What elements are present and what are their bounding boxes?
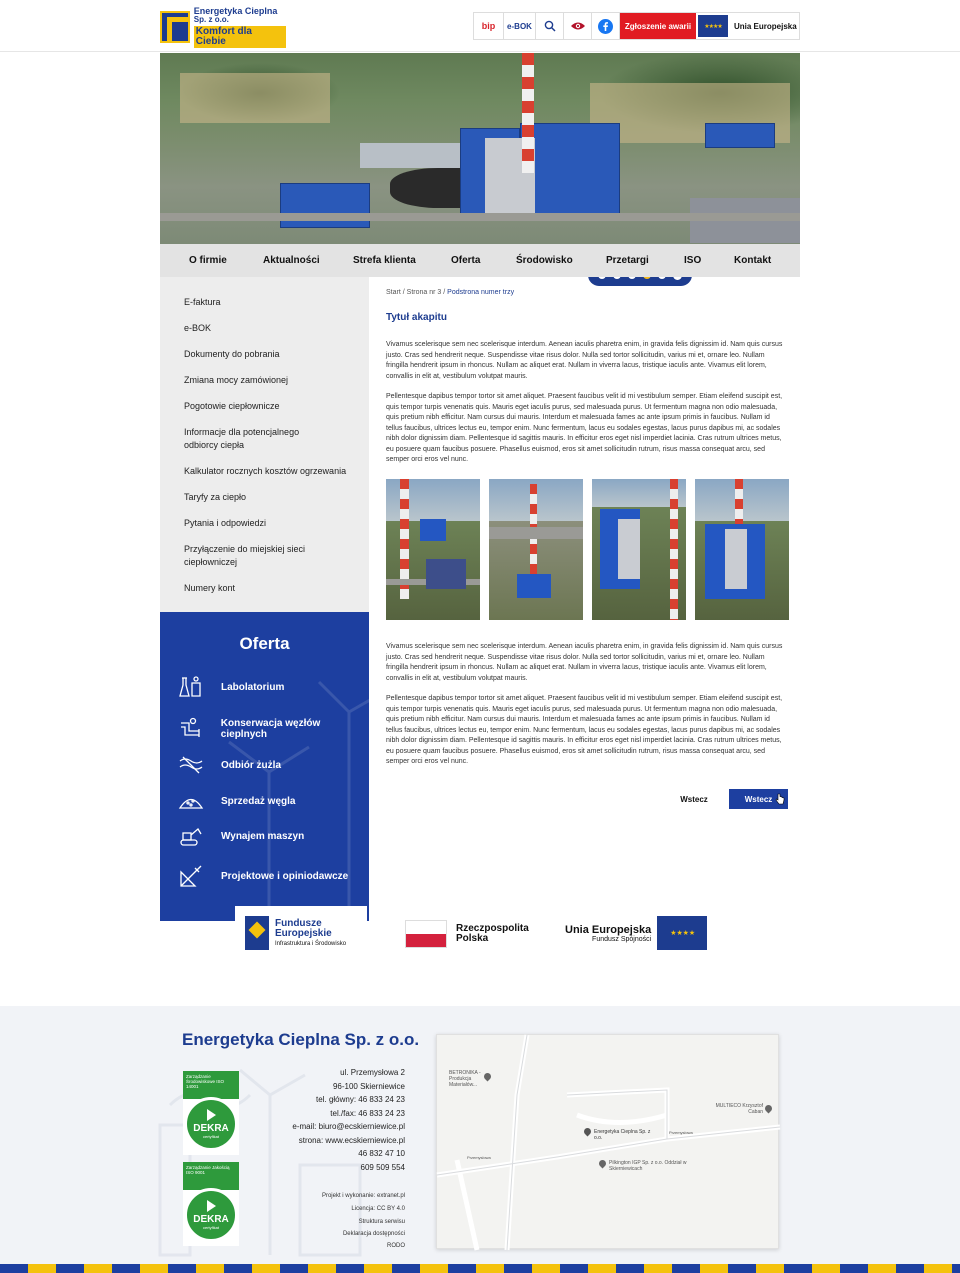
eu-link[interactable] <box>696 13 799 39</box>
offer-item-laboratorium[interactable] <box>178 674 368 700</box>
logo-line2: Sp. z o.o. <box>193 14 229 24</box>
breadcrumb-level2[interactable]: Strona nr 3 <box>406 289 442 296</box>
footer-phone-2[interactable]: 609 509 554 <box>360 1163 405 1172</box>
content-paragraph: Vivamus scelerisque sem nec scelerisque interdum. Aenean iaculis pharetra enim, in gravida felis dignissim id. Nam quis cursus justo. Cras sed hendrerit neque. Suspendisse vitae risus dolor. Nulla sed tortor sollicitudin, varius mi et, ornare leo. Nullam fringilla hendrerit ipsum in rhoncus. Nullam ac aliquet erat. Nullam in viverra lacus, tristique iaculis ante. Vivamus elit lorem, convallis in elit at, vestibulum volutpat mauris. <box>386 341 783 380</box>
content-paragraph: Vivamus scelerisque sem nec scelerisque interdum. Aenean iaculis pharetra enim, in gravida felis dignissim id. Nam quis cursus justo. Cras sed hendrerit neque. Suspendisse vitae risus dolor. Nulla sed tortor sollicitudin, varius mi et, ornare leo. Nullam fringilla hendrerit ipsum in rhoncus. Nullam ac aliquet erat. Nullam in viverra lacus, tristique iaculis ante. Vivamus elit lorem, convallis in elit at, vestibulum volutpat mauris. <box>386 643 783 682</box>
footer-credit[interactable]: Projekt i wykonanie: extranet.pl <box>321 1193 405 1199</box>
footer-email[interactable]: e-mail: biuro@ecskierniewice.pl <box>292 1122 405 1131</box>
offer-item-label: Konserwacja węzłów cieplnych <box>220 718 321 740</box>
sidebar-item-ebok[interactable]: e-BOK <box>184 323 212 333</box>
offer-item-konserwacja[interactable] <box>178 716 368 742</box>
accessibility-button[interactable] <box>564 13 592 39</box>
search-icon <box>544 20 556 32</box>
footer-rodo-link[interactable]: RODO <box>387 1243 405 1249</box>
eu-funding-logos <box>235 906 735 960</box>
bip-link[interactable] <box>474 13 504 39</box>
logo-line1: Energetyka Cieplna <box>193 5 278 16</box>
excavator-icon <box>178 824 204 848</box>
page-title: Tytuł akapitu <box>386 312 447 323</box>
eu-label: Unia Europejska <box>734 21 797 31</box>
unia-europejska-logo <box>565 916 707 950</box>
facebook-icon <box>598 19 613 34</box>
content-paragraph: Pellentesque dapibus tempor tortor sit amet aliquet. Praesent faucibus velit id mi vestibulum semper. Etiam eleifend suscipit est, quis tempor turpis venenatis quis. Mauris eget iaculis purus, sed malesuada purus. Ut fermentum magna non odio malesuada, quis pretium nibh efficitur. Nam cursus dui mauris. Interdum et malesuada fames ac ante ipsum primis in faucibus. Nullam id tellus faucibus, ultrices lectus eu, tempor enim. Nunc fermentum, lacus eu sodales egestas, lacus purus dapibus mi, ac sodales nibh dolor dignissim diam. Pellentesque id sagittis mauris. In efficitur eros eget nisl imperdiet lacinia. Cras rutrum ultrices metus, eu posuere quam faucibus posuere. Phasellus euismod, eros sit amet sollicitudin rutrum, risus massa consequat arcu, sed semper orci eros vel nunc. <box>386 393 783 463</box>
fe-line2: Europejskie <box>275 928 332 939</box>
fe-star-icon <box>245 916 269 950</box>
offer-item-label: Wynajem maszyn <box>221 830 305 842</box>
top-toolbar <box>473 12 800 40</box>
dekra-play-icon <box>207 1200 216 1212</box>
map-label-betronika: BETRONIKA - Produkcja Materiałów... <box>449 1070 481 1088</box>
ebok-label: e-BOK <box>507 21 532 31</box>
footer-accessibility-link[interactable]: Deklaracja dostępności <box>342 1231 405 1237</box>
dekra-logo: DEKRA <box>193 1214 229 1225</box>
gallery-image[interactable] <box>386 479 480 620</box>
dekra-play-icon <box>207 1109 216 1121</box>
footer-website[interactable]: strona: www.ecskierniewice.pl <box>298 1136 405 1145</box>
poland-flag-icon <box>405 920 447 948</box>
offer-item-label: Sprzedaż węgla <box>221 795 296 807</box>
gallery-image[interactable] <box>592 479 686 620</box>
fe-sub: Infrastruktura i Środowisko <box>275 941 347 947</box>
sidebar-item-zmiana-mocy[interactable]: Zmiana mocy zamówionej <box>184 375 289 385</box>
nav-item-strefa-klienta[interactable]: Strefa klienta <box>353 255 416 266</box>
site-header <box>0 0 960 52</box>
fundusze-europejskie-logo <box>235 906 367 960</box>
gallery-image[interactable] <box>489 479 583 620</box>
report-failure-label: Zgłoszenie awarii <box>624 21 692 31</box>
nav-item-o-firmie[interactable]: O firmie <box>189 255 227 266</box>
offer-panel <box>160 612 369 921</box>
map-street-label: Przemysłowa <box>669 1130 693 1135</box>
pipe-icon <box>178 717 204 741</box>
offer-item-wynajem-maszyn[interactable] <box>178 823 368 849</box>
slag-icon <box>178 753 204 777</box>
breadcrumb-current: Podstrona numer trzy <box>447 289 515 296</box>
rp-line2: Polska <box>456 933 489 944</box>
sidebar-item-numery-kont[interactable]: Numery kont <box>184 583 236 593</box>
sidebar-item-pogotowie[interactable]: Pogotowie ciepłownicze <box>184 401 280 411</box>
nav-item-srodowisko[interactable]: Środowisko <box>516 255 573 266</box>
lab-icon <box>178 675 204 699</box>
fe-line1: Fundusze <box>275 918 322 929</box>
footer-stripe <box>0 1264 960 1273</box>
search-button[interactable] <box>536 13 564 39</box>
cert-title: Zarządzanie Środowiskowe ISO 14001 <box>183 1071 239 1099</box>
company-logo[interactable] <box>160 5 286 47</box>
sidebar-item-pytania[interactable]: Pytania i odpowiedzi <box>184 518 267 528</box>
sidebar-menu <box>160 277 369 612</box>
sidebar-item-informacje[interactable]: Informacje dla potencjalnego odbiorcy ciepła <box>184 427 300 450</box>
breadcrumb-separator: / <box>443 289 446 296</box>
offer-item-projektowe[interactable] <box>178 863 368 889</box>
nav-item-kontakt[interactable]: Kontakt <box>734 255 772 266</box>
ebok-link[interactable] <box>504 13 536 39</box>
ue-line2: Fundusz Spójności <box>592 935 652 943</box>
map-label-multieco: MULTIECO Krzysztof Caban <box>715 1103 763 1115</box>
offer-item-sprzedaz-wegla[interactable] <box>178 788 368 814</box>
iso-9001-certificate <box>183 1162 239 1246</box>
ue-line1: Unia Europejska <box>565 923 652 936</box>
map-label-pilkington: Pilkington IGP Sp. z o.o. Oddział w Skierniewicach <box>609 1160 687 1172</box>
sidebar-item-przylaczenie[interactable]: Przyłączenie do miejskiej sieci ciepłowniczej <box>184 544 306 567</box>
footer-address-street: ul. Przemysłowa 2 <box>340 1068 405 1077</box>
nav-item-przetargi[interactable]: Przetargi <box>606 255 649 266</box>
bip-label: bip <box>481 21 496 31</box>
offer-item-label: Labolatorium <box>221 681 285 693</box>
logo-mark-icon <box>160 11 190 43</box>
facebook-link[interactable] <box>592 13 620 39</box>
footer-phone-fax[interactable]: tel./fax: 46 833 24 23 <box>330 1109 405 1118</box>
hero-slider[interactable] <box>160 53 800 244</box>
footer-company-name: Energetyka Cieplna Sp. z o.o. <box>182 1030 420 1049</box>
design-icon <box>178 864 204 888</box>
offer-item-label: Projektowe i opiniodawcze <box>221 870 349 882</box>
eye-icon <box>570 21 586 31</box>
location-map[interactable] <box>436 1034 779 1249</box>
map-label-ec: Energetyka Cieplna Sp. z o.o. <box>594 1129 651 1141</box>
main-navigation <box>160 244 800 277</box>
rp-line1: Rzeczpospolita <box>456 923 529 934</box>
eu-flag-icon: ★ ★ ★ ★ <box>657 916 707 950</box>
cursor-hand-icon <box>775 793 785 805</box>
offer-item-odbior-zuzla[interactable] <box>178 752 368 778</box>
footer-structure-link[interactable]: Struktura serwisu <box>358 1219 405 1225</box>
footer-address-city: 96-100 Skierniewice <box>332 1082 405 1091</box>
sidebar-item-dokumenty[interactable]: Dokumenty do pobrania <box>184 349 280 359</box>
offer-item-label: Odbiór żużla <box>221 759 281 771</box>
cert-title: Zarządzanie Jakością ISO 9001 <box>183 1162 239 1190</box>
nav-item-aktualnosci[interactable]: Aktualności <box>263 255 320 266</box>
logo-tagline: Komfort dla Ciebie <box>194 26 286 48</box>
cert-sub: certyfikat <box>202 1225 219 1230</box>
iso-14001-certificate <box>183 1071 239 1155</box>
content-paragraph: Pellentesque dapibus tempor tortor sit amet aliquet. Praesent faucibus velit id mi vestibulum semper. Etiam eleifend suscipit est, quis tempor turpis venenatis quis. Mauris eget iaculis purus, sed malesuada purus. Ut fermentum magna non odio malesuada, quis pretium nibh efficitur. Nam cursus dui mauris. Interdum et malesuada fames ac ante ipsum primis in faucibus. Nullam id tellus faucibus, ultrices lectus eu, tempor enim. Nunc fermentum, lacus eu sodales egestas, lacus purus dapibus mi, ac sodales nibh dolor dignissim diam. Pellentesque id sagittis mauris. In efficitur eros eget nisl imperdiet lacinia. Cras rutrum ultrices metus, eu posuere quam faucibus posuere. Phasellus euismod, eros sit amet sollicitudin rutrum, risus massa consequat arcu, sed semper orci eros vel nunc. <box>386 695 783 765</box>
coal-icon <box>178 789 204 813</box>
nav-item-oferta[interactable]: Oferta <box>451 255 481 266</box>
report-failure-button[interactable] <box>620 13 696 39</box>
sidebar-item-taryfy[interactable]: Taryfy za ciepło <box>184 492 247 502</box>
rzeczpospolita-logo <box>405 920 529 948</box>
footer-phone-main[interactable]: tel. główny: 46 833 24 23 <box>316 1095 405 1104</box>
breadcrumb <box>386 289 514 296</box>
back-button-label: Wstecz <box>744 794 773 804</box>
map-roads <box>437 1035 780 1250</box>
sidebar-item-kalkulator[interactable]: Kalkulator rocznych kosztów ogrzewania <box>184 466 347 476</box>
offer-title: Oferta <box>239 634 290 653</box>
eu-flag-icon: ★★★★ <box>698 15 728 37</box>
footer-license[interactable]: Licencja: CC BY 4.0 <box>351 1206 405 1212</box>
dekra-logo: DEKRA <box>193 1123 229 1134</box>
back-button-active[interactable] <box>729 789 788 809</box>
footer-phone-1[interactable]: 46 832 47 10 <box>358 1149 405 1158</box>
nav-item-iso[interactable]: ISO <box>684 255 702 266</box>
gallery-image[interactable] <box>695 479 789 620</box>
map-street-label: Przemysłowa <box>467 1155 491 1160</box>
sidebar-item-e-faktura[interactable]: E-faktura <box>184 297 221 307</box>
breadcrumb-separator: / <box>402 289 405 296</box>
cert-sub: certyfikat <box>202 1134 219 1139</box>
breadcrumb-start[interactable]: Start <box>386 289 401 296</box>
back-button[interactable]: Wstecz <box>664 789 724 809</box>
